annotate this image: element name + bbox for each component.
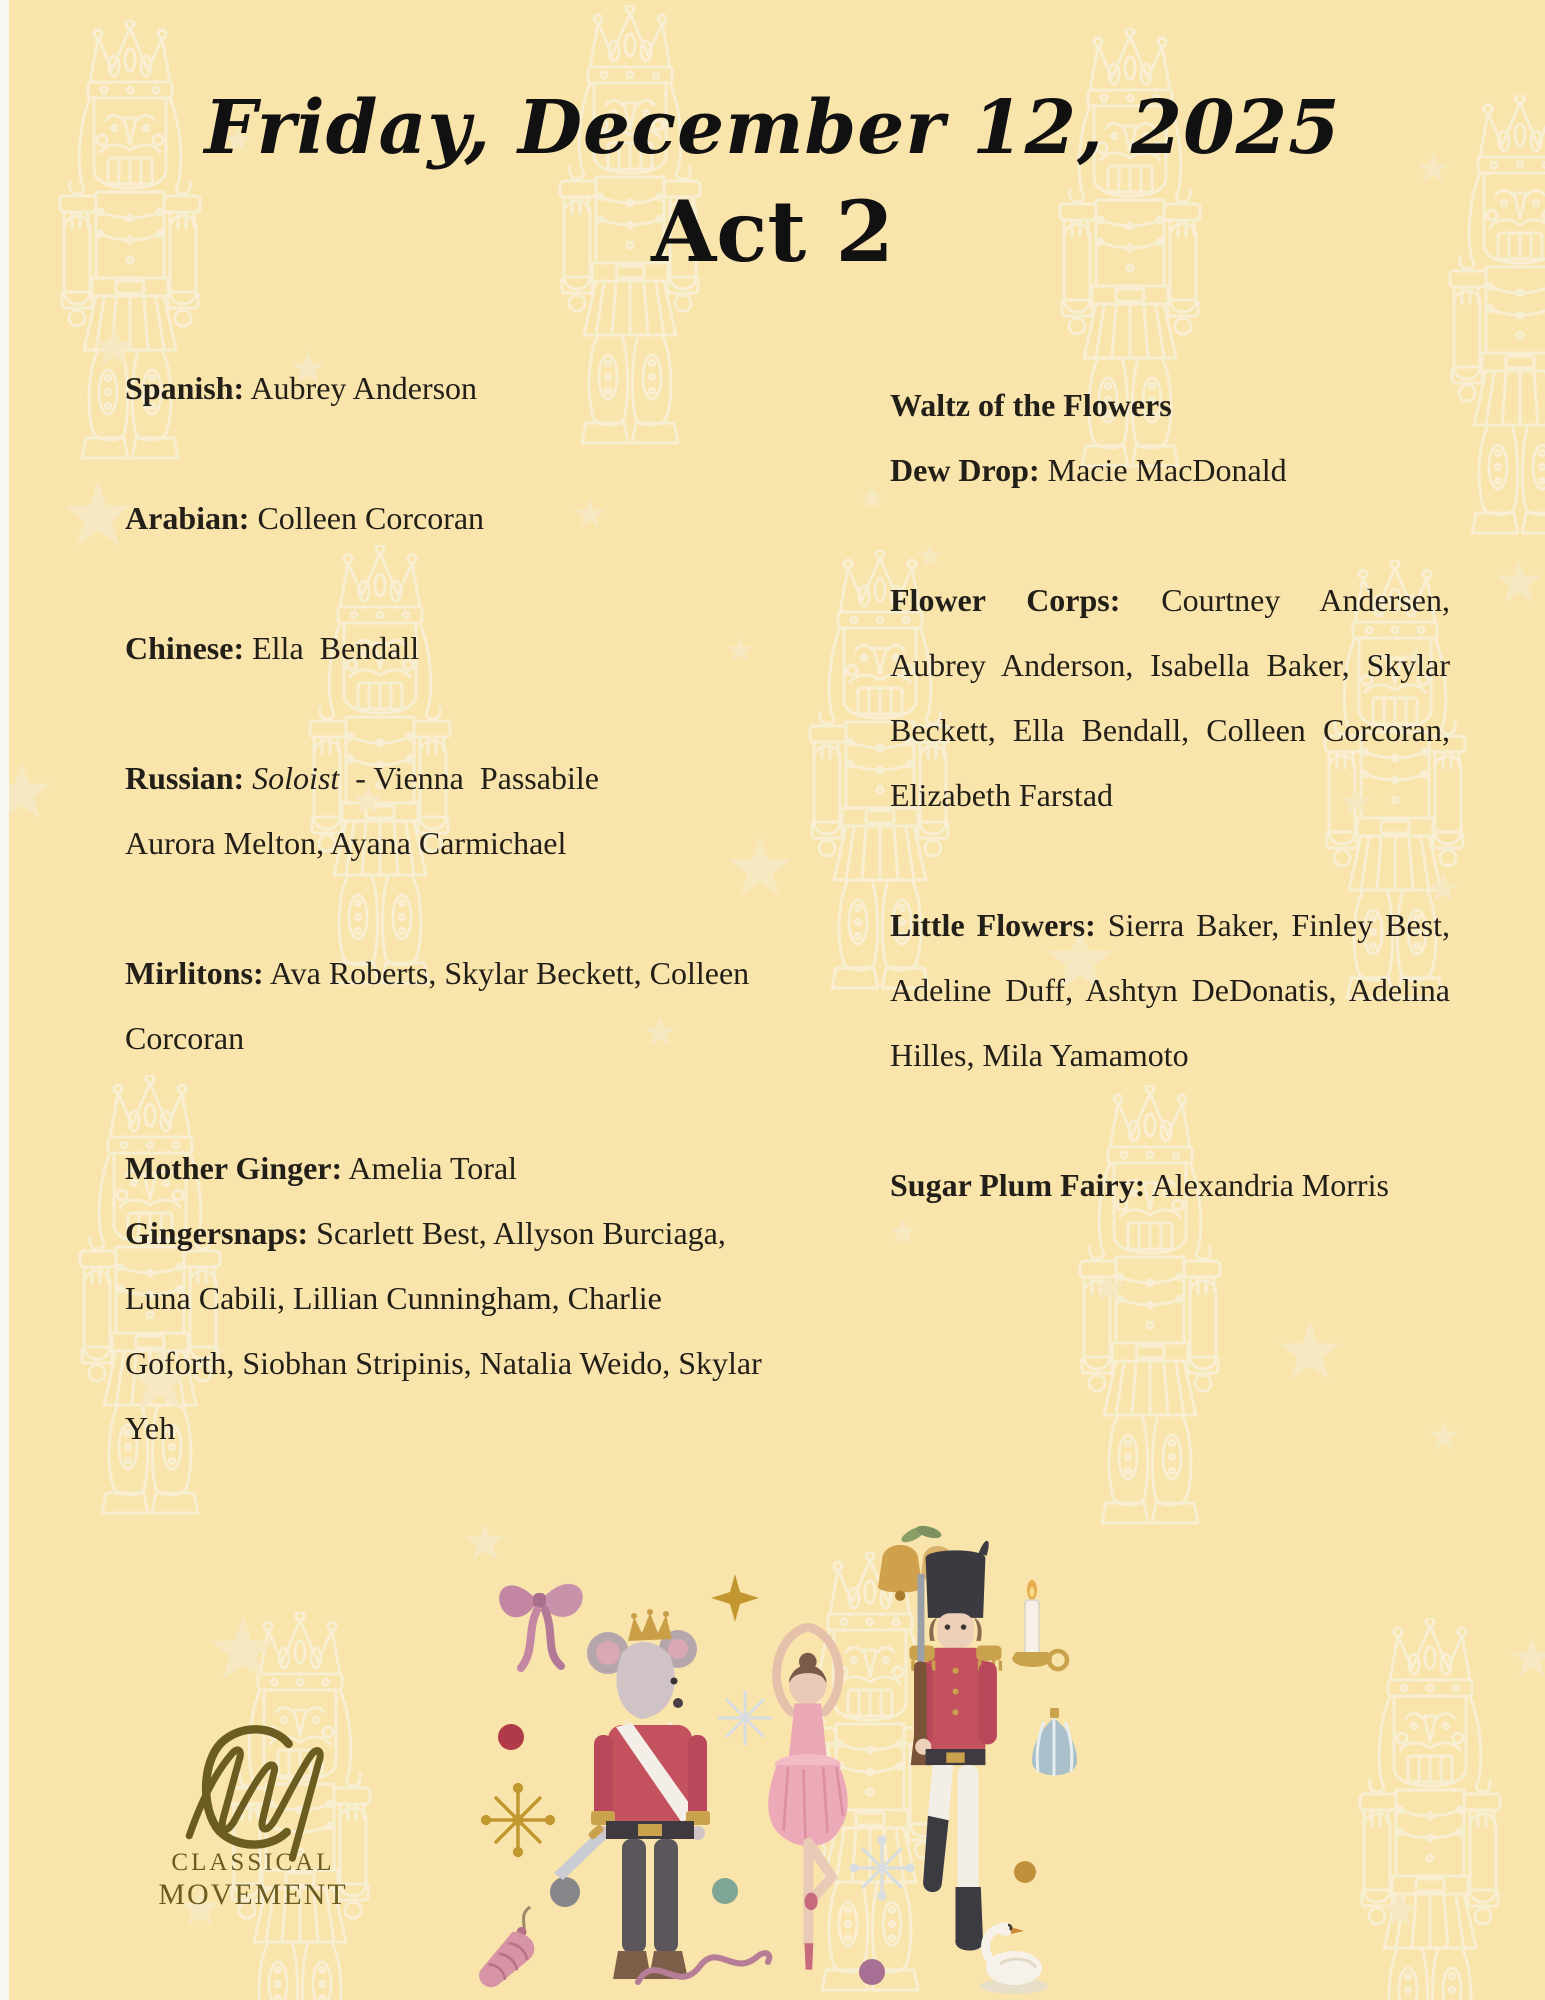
- cast-names: Sierra Baker, Finley Best, Adeline Duff, Ashtyn DeDonatis, Adelina Hilles, Mila Yamamoto: [890, 907, 1451, 1073]
- cast-names: Macie MacDonald: [1039, 452, 1287, 488]
- page-edge: [0, 0, 9, 2000]
- logo-text-movement: MOVEMENT: [158, 1878, 348, 1911]
- cast-entry: [890, 373, 1450, 438]
- cast-column-left: [125, 356, 850, 1526]
- role-label: Russian:: [125, 760, 245, 796]
- act-title: Act 2: [651, 182, 894, 281]
- role-label: Waltz of the Flowers: [890, 387, 1172, 423]
- role-label: Arabian:: [125, 500, 250, 536]
- bauble-icon: [498, 1724, 524, 1750]
- classical-movement-logo: [148, 1712, 358, 1912]
- cast-names: Yeh: [125, 1410, 176, 1446]
- snowflake-icon: [483, 1785, 554, 1856]
- role-label: Gingersnaps:: [125, 1215, 309, 1251]
- cast-entry: [890, 1153, 1450, 1218]
- cast-names: - Vienna Passabile: [339, 760, 599, 796]
- bauble-icon: [550, 1877, 580, 1907]
- cast-names: Scarlett Best, Allyson Burciaga,: [308, 1215, 726, 1251]
- ribbon-bow-icon: [499, 1584, 583, 1668]
- nutcracker-illustration: [360, 1520, 1120, 2000]
- cast-entry: [890, 438, 1450, 503]
- cast-entry: [125, 356, 850, 421]
- cast-entry: [125, 1136, 850, 1201]
- cast-entry: [125, 486, 850, 551]
- cast-entry: [125, 746, 850, 876]
- bauble-icon: [859, 1959, 885, 1985]
- cast-names: Courtney Andersen, Aubrey Anderson, Isabella Baker, Skylar Beckett, Ella Bendall, Colleen Corcoran, Elizabeth Farstad: [890, 582, 1451, 813]
- mouse-king-illustration: [554, 1609, 710, 1979]
- snowflake-icon: [719, 1692, 771, 1744]
- role-label: Mirlitons:: [125, 955, 264, 991]
- cast-names: Alexandria Morris: [1145, 1167, 1389, 1203]
- pickle-ornament-icon: [475, 1900, 552, 1998]
- snowflake-icon: [851, 1837, 913, 1899]
- cast-names: Colleen Corcoran: [249, 500, 485, 536]
- cast-entry: [890, 568, 1450, 828]
- cast-names: Luna Cabili, Lillian Cunningham, Charlie: [125, 1280, 662, 1316]
- role-label: Little Flowers:: [890, 907, 1096, 943]
- role-label: Mother Ginger:: [125, 1150, 343, 1186]
- role-label: Sugar Plum Fairy:: [890, 1167, 1146, 1203]
- cast-entry: [125, 941, 850, 1071]
- cast-entry: [125, 1201, 850, 1461]
- swan-icon: [980, 1922, 1048, 1994]
- cast-entry: [890, 893, 1450, 1088]
- cast-entry: [125, 616, 850, 681]
- soloist-label: Soloist: [244, 760, 340, 796]
- cast-names: Goforth, Siobhan Stripinis, Natalia Weido, Skylar: [125, 1345, 762, 1381]
- cast-names: Aurora Melton, Ayana Carmichael: [125, 825, 567, 861]
- date-title: Friday, December 12, 2025: [204, 85, 1341, 171]
- role-label: Flower Corps:: [890, 582, 1121, 618]
- striped-ornament-icon: [1032, 1708, 1077, 1776]
- bauble-icon: [712, 1878, 738, 1904]
- cast-names: Amelia Toral: [342, 1150, 518, 1186]
- cast-names: Ava Roberts, Skylar Beckett, Colleen: [263, 955, 750, 991]
- bauble-icon: [1014, 1861, 1036, 1883]
- cast-column-right: [890, 373, 1450, 1283]
- cast-names: Aubrey Anderson: [244, 370, 478, 406]
- header: [0, 0, 1545, 280]
- gold-star-icon: [711, 1574, 759, 1622]
- role-label: Chinese:: [125, 630, 245, 666]
- role-label: Dew Drop:: [890, 452, 1040, 488]
- ballerina-illustration: [768, 1628, 847, 1970]
- cast-names: Corcoran: [125, 1020, 245, 1056]
- toy-soldier-illustration: [910, 1541, 1002, 1951]
- cast-names: Ella Bendall: [244, 630, 420, 666]
- candle-icon: [1012, 1580, 1067, 1669]
- cm-monogram-icon: [163, 1712, 343, 1862]
- role-label: Spanish:: [125, 370, 245, 406]
- logo-text-classical: CLASSICAL: [171, 1849, 335, 1876]
